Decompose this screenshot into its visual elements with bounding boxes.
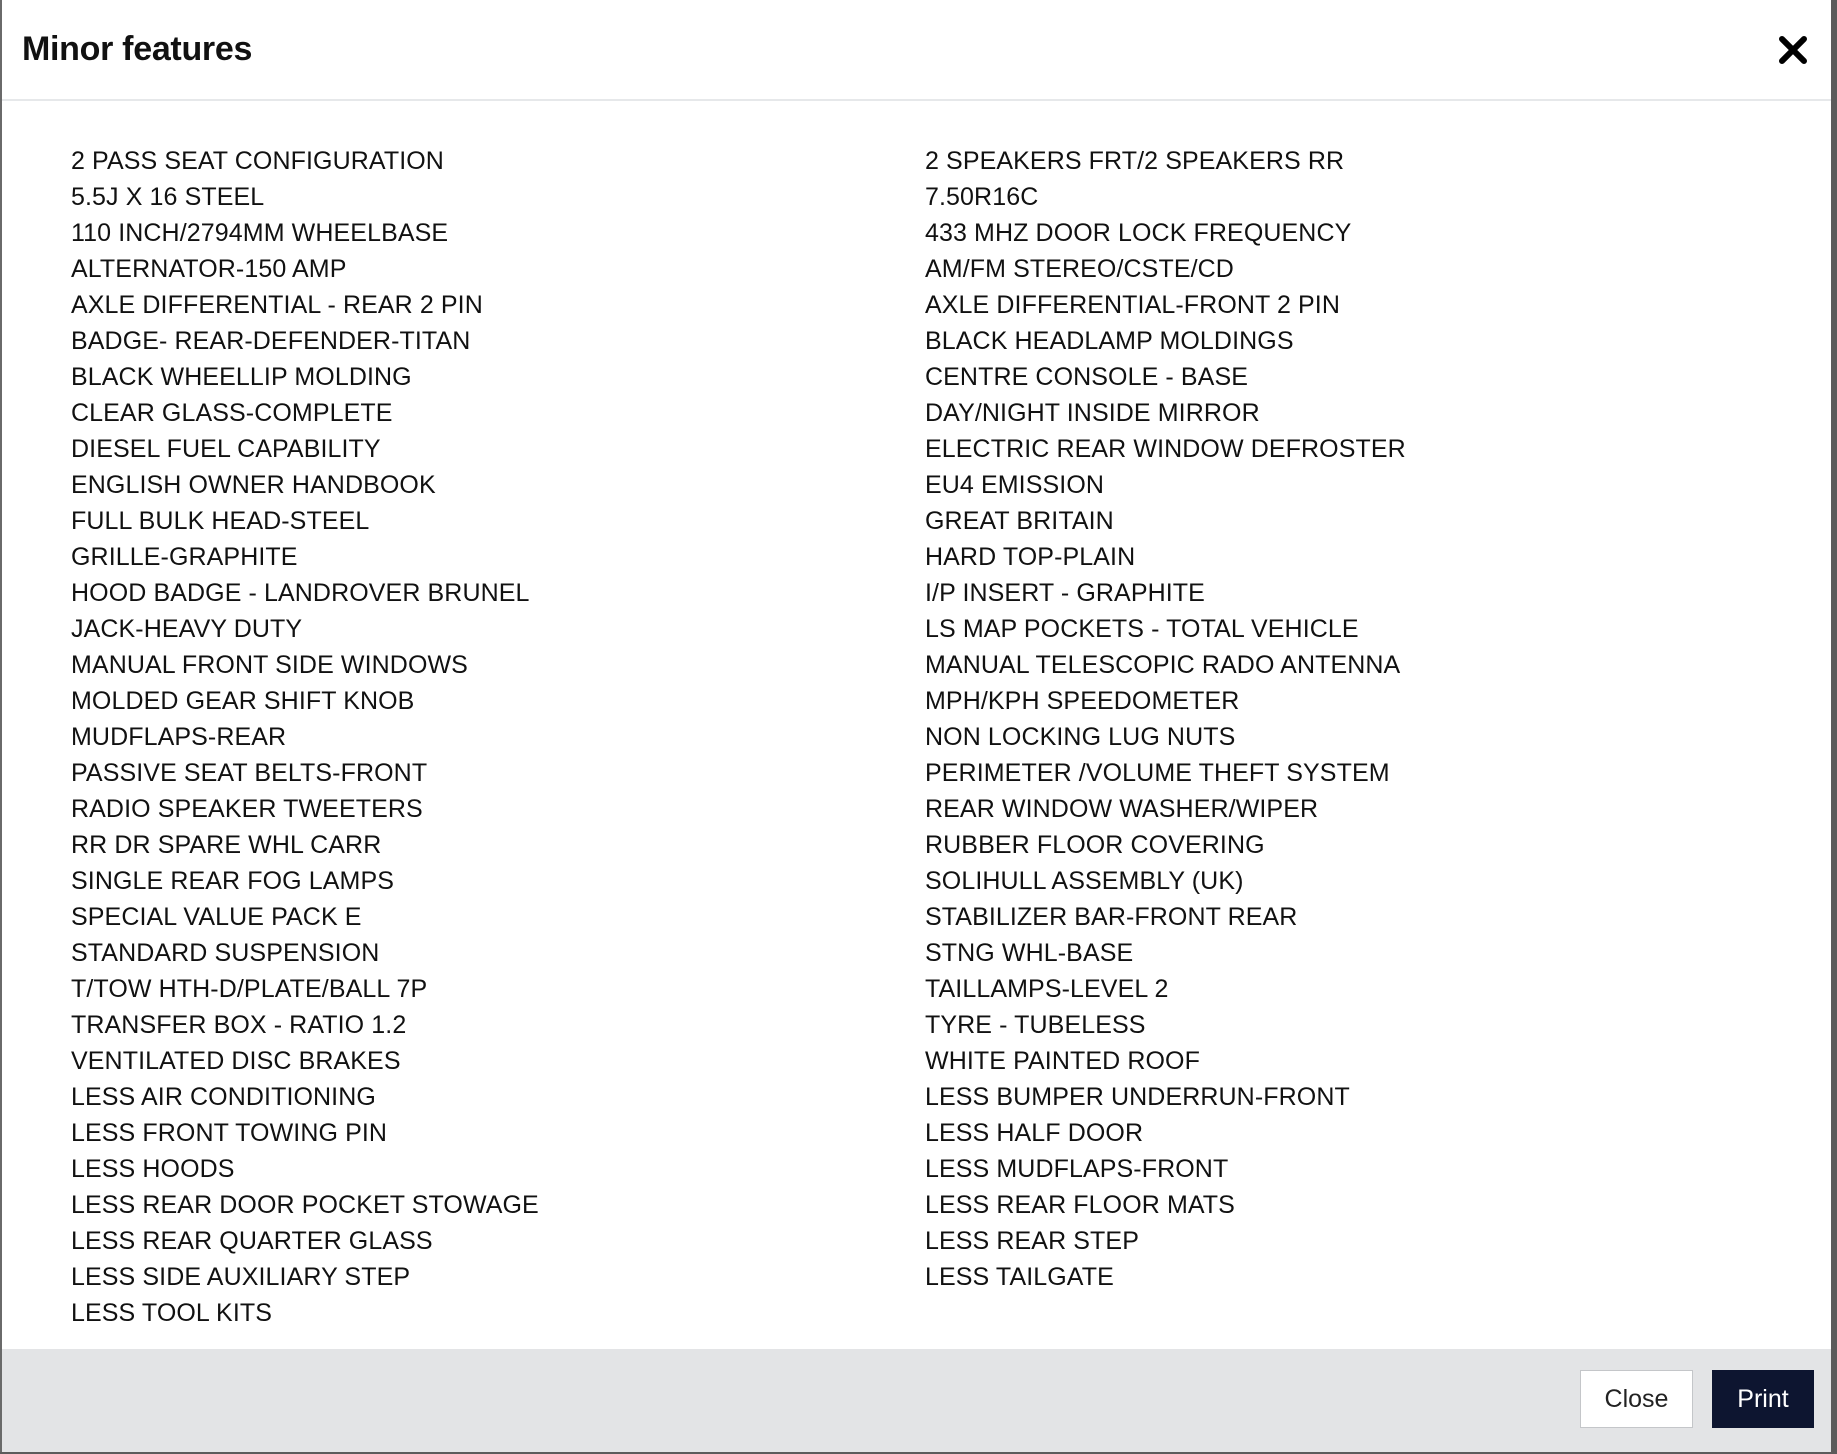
close-x-icon[interactable] <box>1773 30 1813 70</box>
dialog-footer <box>2 1349 1831 1452</box>
feature-item: VENTILATED DISC BRAKES <box>71 1047 401 1075</box>
feature-item: LESS HOODS <box>71 1155 235 1183</box>
feature-item: LESS HALF DOOR <box>925 1119 1144 1147</box>
feature-item: AXLE DIFFERENTIAL-FRONT 2 PIN <box>925 291 1341 319</box>
feature-item: HARD TOP-PLAIN <box>925 543 1136 571</box>
feature-item: AXLE DIFFERENTIAL - REAR 2 PIN <box>71 291 483 319</box>
feature-item: CLEAR GLASS-COMPLETE <box>71 399 393 427</box>
feature-item: GREAT BRITAIN <box>925 507 1114 535</box>
close-button[interactable]: Close <box>1580 1370 1693 1428</box>
feature-item: SPECIAL VALUE PACK E <box>71 903 362 931</box>
feature-item: 7.50R16C <box>925 183 1039 211</box>
feature-item: LESS MUDFLAPS-FRONT <box>925 1155 1229 1183</box>
feature-item: DAY/NIGHT INSIDE MIRROR <box>925 399 1260 427</box>
feature-item: TAILLAMPS-LEVEL 2 <box>925 975 1169 1003</box>
feature-item: TYRE - TUBELESS <box>925 1011 1146 1039</box>
feature-item: HOOD BADGE - LANDROVER BRUNEL <box>71 579 530 607</box>
feature-item: STANDARD SUSPENSION <box>71 939 380 967</box>
feature-item: LESS REAR DOOR POCKET STOWAGE <box>71 1191 539 1219</box>
feature-item: STABILIZER BAR-FRONT REAR <box>925 903 1298 931</box>
feature-item: BLACK WHEELLIP MOLDING <box>71 363 412 391</box>
feature-item: 2 PASS SEAT CONFIGURATION <box>71 147 444 175</box>
feature-item: REAR WINDOW WASHER/WIPER <box>925 795 1319 823</box>
feature-item: MANUAL FRONT SIDE WINDOWS <box>71 651 468 679</box>
feature-item: NON LOCKING LUG NUTS <box>925 723 1236 751</box>
feature-item: LESS TOOL KITS <box>71 1299 273 1327</box>
feature-item: BADGE- REAR-DEFENDER-TITAN <box>71 327 471 355</box>
feature-item: GRILLE-GRAPHITE <box>71 543 298 571</box>
feature-item: 110 INCH/2794MM WHEELBASE <box>71 219 449 247</box>
feature-item: LESS BUMPER UNDERRUN-FRONT <box>925 1083 1350 1111</box>
feature-item: I/P INSERT - GRAPHITE <box>925 579 1205 607</box>
print-button[interactable]: Print <box>1712 1370 1814 1428</box>
feature-item: PASSIVE SEAT BELTS-FRONT <box>71 759 428 787</box>
feature-item: BLACK HEADLAMP MOLDINGS <box>925 327 1294 355</box>
feature-item: CENTRE CONSOLE - BASE <box>925 363 1248 391</box>
feature-item: FULL BULK HEAD-STEEL <box>71 507 370 535</box>
feature-item: TRANSFER BOX - RATIO 1.2 <box>71 1011 407 1039</box>
features-list <box>71 143 1771 1331</box>
feature-item: LESS SIDE AUXILIARY STEP <box>71 1263 411 1291</box>
feature-item: EU4 EMISSION <box>925 471 1105 499</box>
feature-item: LS MAP POCKETS - TOTAL VEHICLE <box>925 615 1359 643</box>
feature-item: STNG WHL-BASE <box>925 939 1134 967</box>
dialog-body <box>2 101 1831 1349</box>
feature-item: LESS REAR FLOOR MATS <box>925 1191 1235 1219</box>
feature-item: SINGLE REAR FOG LAMPS <box>71 867 395 895</box>
feature-item: RUBBER FLOOR COVERING <box>925 831 1265 859</box>
feature-item: RADIO SPEAKER TWEETERS <box>71 795 423 823</box>
feature-item: AM/FM STEREO/CSTE/CD <box>925 255 1234 283</box>
feature-item: 2 SPEAKERS FRT/2 SPEAKERS RR <box>925 147 1345 175</box>
close-x-icon-glyph <box>1778 35 1808 65</box>
dialog-header <box>2 0 1831 101</box>
feature-item: 5.5J X 16 STEEL <box>71 183 265 211</box>
feature-item: MPH/KPH SPEEDOMETER <box>925 687 1240 715</box>
feature-item: ALTERNATOR-150 AMP <box>71 255 347 283</box>
feature-item: LESS AIR CONDITIONING <box>71 1083 376 1111</box>
feature-item: 433 MHZ DOOR LOCK FREQUENCY <box>925 219 1352 247</box>
feature-item: MUDFLAPS-REAR <box>71 723 287 751</box>
feature-item: ELECTRIC REAR WINDOW DEFROSTER <box>925 435 1406 463</box>
feature-item: MOLDED GEAR SHIFT KNOB <box>71 687 415 715</box>
dialog-title: Minor features <box>22 30 253 68</box>
feature-item: WHITE PAINTED ROOF <box>925 1047 1200 1075</box>
feature-item: PERIMETER /VOLUME THEFT SYSTEM <box>925 759 1390 787</box>
feature-item: DIESEL FUEL CAPABILITY <box>71 435 381 463</box>
feature-item: LESS FRONT TOWING PIN <box>71 1119 388 1147</box>
feature-item: LESS TAILGATE <box>925 1263 1114 1291</box>
feature-item: RR DR SPARE WHL CARR <box>71 831 382 859</box>
feature-item: LESS REAR STEP <box>925 1227 1139 1255</box>
feature-item: ENGLISH OWNER HANDBOOK <box>71 471 436 499</box>
feature-item: MANUAL TELESCOPIC RADO ANTENNA <box>925 651 1401 679</box>
feature-item: SOLIHULL ASSEMBLY (UK) <box>925 867 1244 895</box>
feature-item: JACK-HEAVY DUTY <box>71 615 303 643</box>
feature-item: T/TOW HTH-D/PLATE/BALL 7P <box>71 975 428 1003</box>
feature-item: LESS REAR QUARTER GLASS <box>71 1227 433 1255</box>
